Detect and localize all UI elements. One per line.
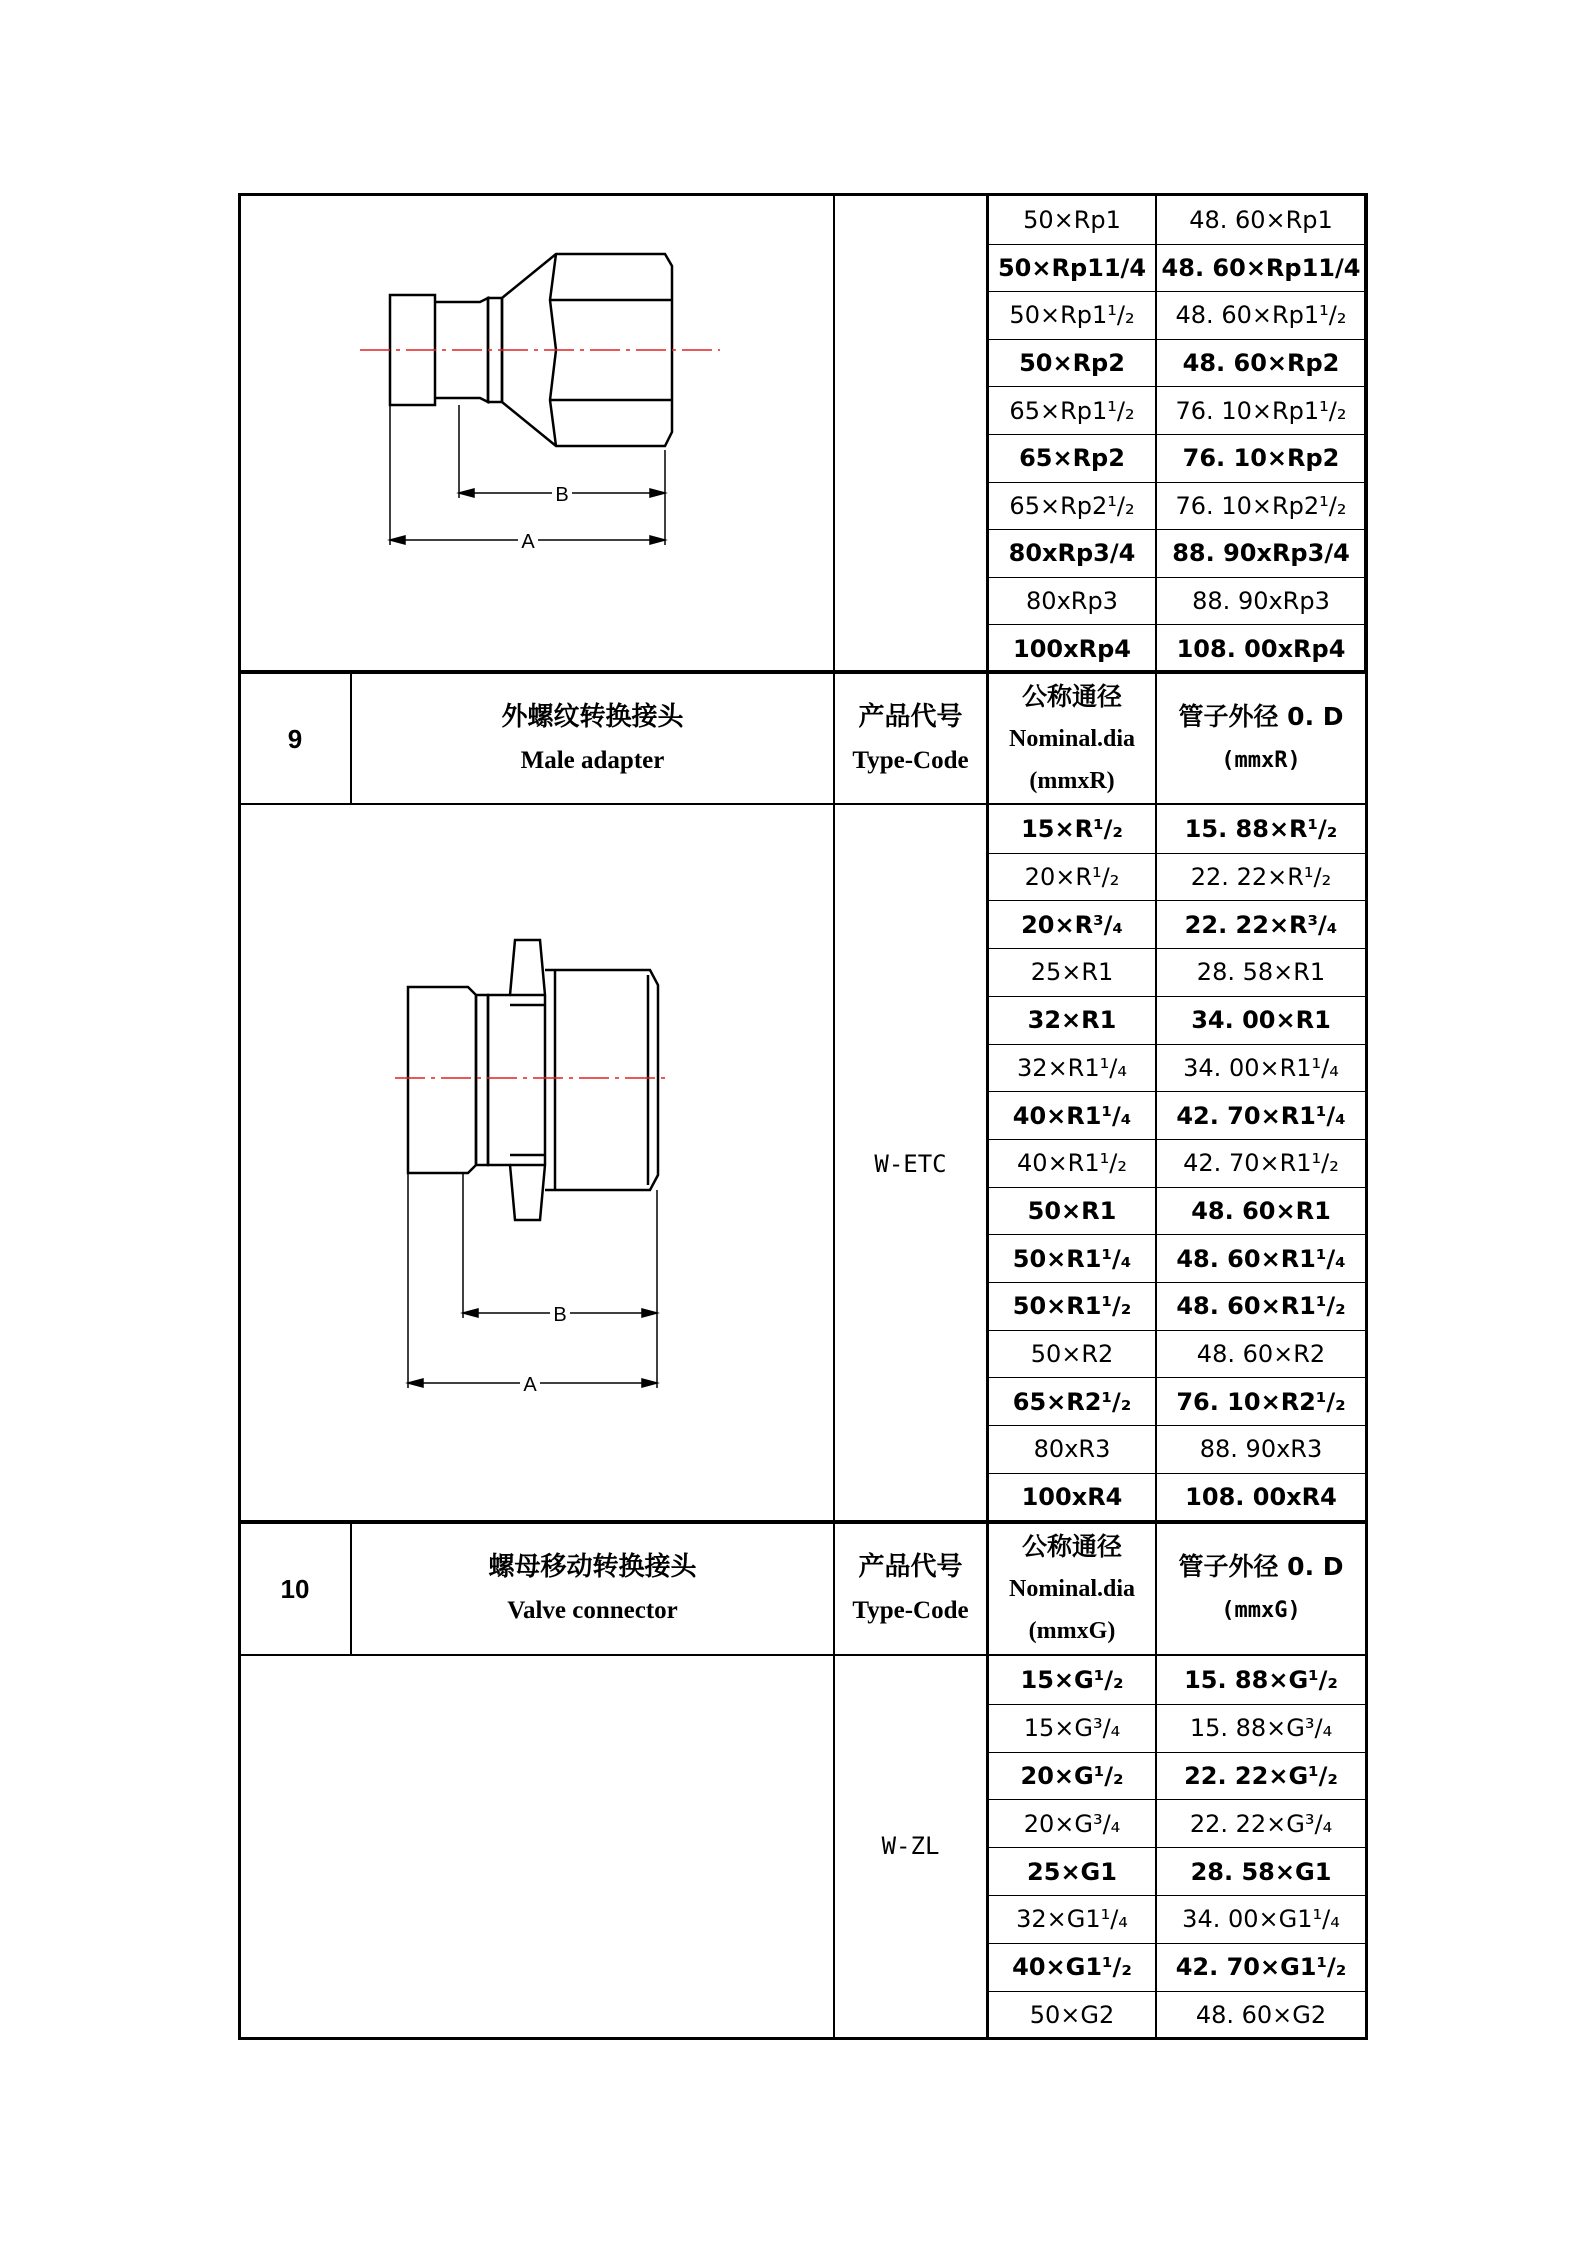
od-cell: 48. 60×R1¹/₂ — [1176, 1292, 1346, 1321]
nominal-cell: 20×R³/₄ — [989, 901, 1157, 948]
od-cell: 34. 00×R1 — [1191, 1006, 1331, 1035]
nominal-cell: 50×R1¹/₄ — [989, 1235, 1157, 1282]
nominal-cell: 32×R1¹/₄ — [989, 1045, 1157, 1092]
od-cell: 48. 60×G2 — [1195, 2000, 1327, 2029]
product-name-zh-10: 螺母移动转换接头 — [488, 1552, 697, 1582]
nominal-cell: 50×G2 — [989, 1992, 1157, 2039]
od-unit-9: (mmxR) — [1221, 748, 1301, 773]
od-cell: 15. 88×R¹/₂ — [1184, 814, 1338, 843]
nominal-en-10: Nominal.dia — [1008, 1576, 1136, 1602]
col-divider-drawing — [833, 193, 835, 2040]
table-row — [989, 1704, 1365, 1752]
table-row — [989, 1656, 1365, 1704]
nominal-cell: 50×R2 — [989, 1331, 1157, 1378]
dim-a-label: A — [521, 531, 535, 553]
section-number-9: 9 — [287, 723, 303, 754]
table-row — [989, 244, 1365, 292]
nominal-cell: 40×R1¹/₄ — [989, 1092, 1157, 1139]
nominal-en-9: Nominal.dia — [1008, 726, 1136, 752]
table-row — [989, 996, 1365, 1044]
nominal-cell: 15×R¹/₂ — [989, 805, 1157, 853]
od-zh-10: 管子外径 0. D — [1178, 1552, 1344, 1581]
table-row — [989, 1425, 1365, 1473]
table-row — [989, 1895, 1365, 1943]
type-code-header-9 — [835, 674, 986, 804]
product-name-10 — [352, 1524, 833, 1654]
nominal-cell: 25×R1 — [989, 949, 1157, 996]
table-row — [989, 805, 1365, 853]
dim-b-label: B — [555, 484, 569, 506]
od-cell: 15. 88×G³/₄ — [1189, 1714, 1333, 1743]
product-name-en-9: Male adapter — [520, 747, 665, 774]
nominal-cell: 65×Rp1¹/₂ — [989, 387, 1157, 434]
table-row — [989, 1799, 1365, 1847]
nominal-zh-9: 公称通径 — [1021, 682, 1122, 711]
od-cell: 76. 10×Rp1¹/₂ — [1175, 396, 1347, 425]
od-header-9 — [1157, 674, 1365, 804]
table-row — [989, 1752, 1365, 1800]
od-header-10 — [1157, 1524, 1365, 1654]
nominal-cell: 20×R¹/₂ — [989, 854, 1157, 901]
nominal-cell: 50×Rp11/4 — [989, 245, 1157, 292]
od-cell: 34. 00×G1¹/₄ — [1182, 1905, 1340, 1934]
nominal-cell: 25×G1 — [989, 1848, 1157, 1895]
nominal-cell: 50×R1¹/₂ — [989, 1283, 1157, 1330]
nominal-unit-9: (mmxR) — [1029, 768, 1115, 794]
table-row — [989, 900, 1365, 948]
hex-body-shape — [488, 940, 545, 1220]
type-code-en-9: Type-Code — [852, 747, 969, 774]
nominal-cell: 65×Rp2¹/₂ — [989, 483, 1157, 530]
nominal-cell: 40×G1¹/₂ — [989, 1944, 1157, 1991]
table-row — [989, 529, 1365, 577]
table-row — [989, 1091, 1365, 1139]
nominal-cell: 80xRp3 — [989, 578, 1157, 625]
od-cell: 88. 90xR3 — [1199, 1435, 1323, 1464]
nominal-cell: 80xRp3/4 — [989, 530, 1157, 577]
nominal-cell: 80xR3 — [989, 1426, 1157, 1473]
nominal-cell: 65×R2¹/₂ — [989, 1378, 1157, 1425]
table-row — [989, 386, 1365, 434]
nominal-cell: 40×R1¹/₂ — [989, 1140, 1157, 1187]
od-cell: 22. 22×R³/₄ — [1184, 910, 1338, 939]
od-cell: 48. 60×R1 — [1191, 1196, 1331, 1225]
od-cell: 108. 00xR4 — [1185, 1483, 1337, 1512]
nominal-cell: 20×G³/₄ — [989, 1800, 1157, 1847]
nominal-cell: 50×Rp1¹/₂ — [989, 292, 1157, 339]
nominal-unit-10: (mmxG) — [1028, 1618, 1116, 1644]
table-row — [989, 577, 1365, 625]
nominal-cell: 15×G³/₄ — [989, 1705, 1157, 1752]
male-adapter-drawing — [380, 930, 700, 1400]
table-row — [989, 482, 1365, 530]
tube-end-shape — [408, 987, 476, 1173]
od-cell: 88. 90xRp3 — [1192, 587, 1330, 616]
table-row — [989, 948, 1365, 996]
nominal-cell: 50×R1 — [989, 1188, 1157, 1235]
type-code-9: W-ETC — [874, 1150, 947, 1178]
nominal-cell: 100xR4 — [989, 1474, 1157, 1521]
table-row — [989, 1187, 1365, 1235]
od-cell: 42. 70×R1¹/₄ — [1176, 1101, 1346, 1130]
dim-a-label: A — [523, 1374, 537, 1396]
od-cell: 48. 60×R2 — [1196, 1340, 1326, 1369]
od-cell: 15. 88×G¹/₂ — [1184, 1665, 1338, 1694]
type-code-en-10: Type-Code — [852, 1597, 969, 1624]
table-row — [989, 434, 1365, 482]
product-name-9 — [352, 674, 833, 804]
nominal-cell: 20×G¹/₂ — [989, 1753, 1157, 1800]
od-zh-9: 管子外径 0. D — [1178, 702, 1344, 731]
nominal-zh-10: 公称通径 — [1021, 1532, 1122, 1561]
od-cell: 108. 00xRp4 — [1176, 634, 1346, 663]
nominal-cell: 15×G¹/₂ — [989, 1656, 1157, 1704]
nominal-cell: 50×Rp2 — [989, 340, 1157, 387]
nominal-header-9 — [989, 674, 1155, 804]
table-row — [989, 196, 1365, 244]
od-cell: 48. 60×R1¹/₄ — [1176, 1244, 1346, 1273]
type-code-10: W-ZL — [881, 1832, 940, 1860]
product-name-en-10: Valve connector — [507, 1597, 678, 1624]
male-thread-shape — [545, 970, 658, 1190]
od-cell: 88. 90xRp3/4 — [1172, 539, 1350, 568]
od-cell: 48. 60×Rp2 — [1182, 349, 1340, 378]
nominal-cell: 32×R1 — [989, 997, 1157, 1044]
table-row — [989, 853, 1365, 901]
od-unit-10: (mmxG) — [1221, 1598, 1301, 1623]
nominal-header-10 — [989, 1524, 1155, 1654]
od-cell: 28. 58×G1 — [1190, 1857, 1332, 1886]
top-fitting-drawing — [360, 240, 720, 560]
type-code-zh-9: 产品代号 — [858, 702, 963, 732]
table-row — [989, 624, 1365, 672]
table-row — [989, 1943, 1365, 1991]
table-row — [989, 1282, 1365, 1330]
nominal-cell: 100xRp4 — [989, 625, 1157, 672]
od-cell: 76. 10×R2¹/₂ — [1176, 1387, 1346, 1416]
od-cell: 76. 10×Rp2¹/₂ — [1175, 491, 1347, 520]
od-cell: 34. 00×R1¹/₄ — [1183, 1053, 1339, 1082]
od-cell: 22. 22×G³/₄ — [1189, 1809, 1333, 1838]
nominal-cell: 50×Rp1 — [989, 196, 1157, 244]
od-cell: 48. 60×Rp1 — [1189, 205, 1333, 234]
od-cell: 76. 10×Rp2 — [1182, 444, 1340, 473]
od-cell: 42. 70×R1¹/₂ — [1183, 1149, 1339, 1178]
dim-b-label: B — [553, 1304, 567, 1326]
od-cell: 42. 70×G1¹/₂ — [1175, 1953, 1347, 1982]
table-row — [989, 1847, 1365, 1895]
od-cell: 22. 22×G¹/₂ — [1184, 1761, 1338, 1790]
table-row — [989, 1234, 1365, 1282]
table-row — [989, 1377, 1365, 1425]
table-row — [989, 339, 1365, 387]
od-cell: 22. 22×R¹/₂ — [1190, 863, 1332, 892]
nominal-cell: 65×Rp2 — [989, 435, 1157, 482]
type-code-zh-10: 产品代号 — [858, 1552, 963, 1582]
type-code-header-10 — [835, 1524, 986, 1654]
od-cell: 28. 58×R1 — [1196, 958, 1326, 987]
table-row — [989, 1330, 1365, 1378]
table-row — [989, 1139, 1365, 1187]
section-number-10: 10 — [280, 1573, 310, 1604]
table-row — [989, 291, 1365, 339]
table-row — [989, 1473, 1365, 1521]
od-cell: 48. 60×Rp11/4 — [1161, 253, 1361, 282]
table-row — [989, 1044, 1365, 1092]
table-row — [989, 1991, 1365, 2039]
od-cell: 48. 60×Rp1¹/₂ — [1175, 301, 1347, 330]
product-name-zh-9: 外螺纹转换接头 — [501, 702, 684, 732]
nominal-cell: 32×G1¹/₄ — [989, 1896, 1157, 1943]
